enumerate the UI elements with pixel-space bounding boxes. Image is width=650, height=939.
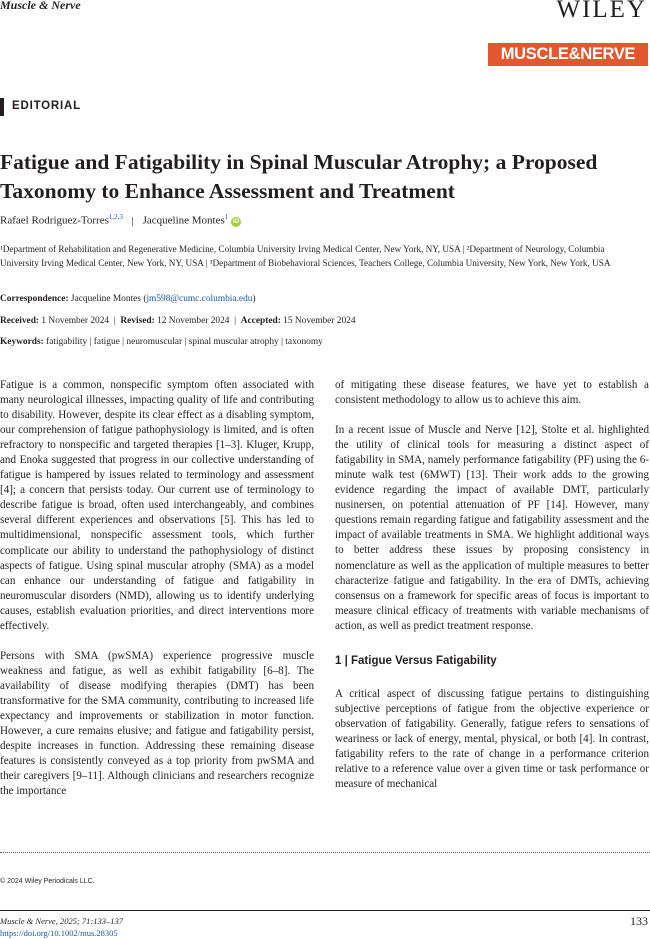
received-date: 1 November 2024 xyxy=(41,316,110,326)
author-name[interactable]: Jacqueline Montes xyxy=(142,214,225,227)
orcid-icon[interactable]: iD xyxy=(233,218,240,225)
author-list xyxy=(0,213,241,227)
article-dates xyxy=(0,316,356,326)
keywords-list: fatigability | fatigue | neuromuscular | spinal muscular atrophy | taxonomy xyxy=(46,337,323,347)
journal-banner: MUSCLE&NERVE xyxy=(488,43,648,66)
correspondence-name: Jacqueline Montes xyxy=(70,294,141,304)
received-label: Received: xyxy=(0,316,40,326)
page-number: 133 xyxy=(630,914,648,928)
revised-label: Revised: xyxy=(120,316,155,326)
journal-name: Muscle & Nerve xyxy=(0,0,81,12)
section-heading: 1 | Fatigue Versus Fatigability xyxy=(335,654,497,667)
section-label: EDITORIAL xyxy=(12,100,81,112)
date-separator: | xyxy=(234,316,237,326)
accepted-date: 15 November 2024 xyxy=(283,316,356,326)
section-marker xyxy=(0,98,4,116)
article-title: Fatigue and Fatigability in Spinal Muscular Atrophy; a Proposed Taxonomy to Enhance Assessment and Treatment xyxy=(0,150,598,203)
keywords-label: Keywords: xyxy=(0,337,44,347)
keywords xyxy=(0,337,323,347)
publisher-logo: WILEY xyxy=(556,0,647,23)
body-paragraph: Persons with SMA (pwSMA) experience progressive muscle weakness and fatigue, as well as exhibit fatigability [6–8]. The availability of disease modifying therapies (DMT) has been transformative for the SMA community, contributing to increased life expectancy and improvements or stabilization in motor function. However, a cure remains elusive; and fatigue and fatigability persist, despite increases in function. Addressing these remaining disease features is consistently conveyed as a top priority from pwSMA and their caregivers [9–11]. Although clinicians and researchers recognize the importance xyxy=(0,649,314,798)
body-paragraph: of mitigating these disease features, we have yet to establish a consistent methodology to allow us to achieve this aim. xyxy=(335,379,649,407)
author-name[interactable]: Rafael Rodriguez-Torres xyxy=(0,214,109,227)
footer-rule xyxy=(0,910,650,911)
author-affil-ref[interactable]: 1,2,3 xyxy=(108,213,123,221)
body-paragraph: Fatigue is a common, nonspecific symptom often associated with many neurological illnesses, impacting quality of life and contributing to disability. However, despite its clear effect as a disabling symptom, our comprehension of fatigue pathophysiology is limited, and is often refractory to nonspecific and targeted therapies [1–3]. Kluger, Krupp, and Enoka suggested that progress in our collective understanding of fatigue is hampered by issues related to terminology and assessment [4]; a concern that persists today. Our current use of terminology to describe fatigue is broad, often used interchangeably, and combines several different experiences and observations [5]. This has led to multidimensional, nonspecific assessment tools, which further complicate our ability to understand the pathophysiology of distinct aspects of fatigue. Using spinal muscular atrophy (SMA) as a model can enhance our understanding of fatigue and fatigability in neuromuscular disorders (NMD), allowing us to identify underlying causes, establish evaluation priorities, and direct interventions more effectively. xyxy=(0,379,314,632)
revised-date: 12 November 2024 xyxy=(157,316,230,326)
copyright: © 2024 Wiley Periodicals LLC. xyxy=(0,878,95,885)
author-separator: | xyxy=(131,214,134,227)
citation: Muscle & Nerve, 2025; 71:133–137 xyxy=(0,916,123,926)
date-separator: | xyxy=(113,316,116,326)
author-affil-ref[interactable]: 1 xyxy=(224,213,229,221)
correspondence: Correspondence: Jacqueline Montes (jm598@cumc.columbia.edu) xyxy=(0,294,256,304)
affiliations: ¹Department of Rehabilitation and Regenerative Medicine, Columbia University Irving Medical Center, New York, NY, USA | ²Department of Neurology, Columbia University Irving Medical Center, New York, NY, USA | ³Department of Biobehavioral Sciences, Teachers College, Columbia University, New York, New York, USA xyxy=(0,244,611,269)
footer-divider xyxy=(0,852,650,853)
correspondence-label: Correspondence: xyxy=(0,294,69,304)
doi-link[interactable]: https://doi.org/10.1002/mus.28305 xyxy=(0,928,118,938)
correspondence-email[interactable]: jm598@cumc.columbia.edu xyxy=(146,294,253,304)
body-paragraph: A critical aspect of discussing fatigue pertains to distinguishing subjective perceptions of fatigue from the objective experience or observation of fatigability. Generally, fatigue refers to sensations of weariness or lack of energy, mental, physical, or both [4]. In contrast, fatigability refers to the rate of change in a performance criterion relative to a reference value over a given time or task performance or measure of mechanical xyxy=(335,687,649,791)
body-paragraph: In a recent issue of Muscle and Nerve [12], Stolte et al. highlighted the utility of clinical tools for measuring a distinct aspect of fatigability in SMA, namely performance fatigability (PF) using the 6-minute walk test (6MWT) [13]. Their work adds to the growing evidence regarding the impact of available DMT, particularly nusinersen, on potential attenuation of PF [14]. However, many questions remain regarding fatigue and fatigability assessment and the impact of available treatments in SMA. We highlight additional ways to better address these issues by proposing consistency in nomenclature as well as the application of multiple measures to better characterize fatigue and fatigability. In the era of DMTs, achieving consensus on a framework for specific areas of focus is important to measure clinical efficacy of treatments with variable mechanisms of action, as well as predict treatment response. xyxy=(335,424,649,632)
body-column-right xyxy=(335,378,649,807)
accepted-label: Accepted: xyxy=(240,316,281,326)
body-column-left xyxy=(0,378,314,814)
